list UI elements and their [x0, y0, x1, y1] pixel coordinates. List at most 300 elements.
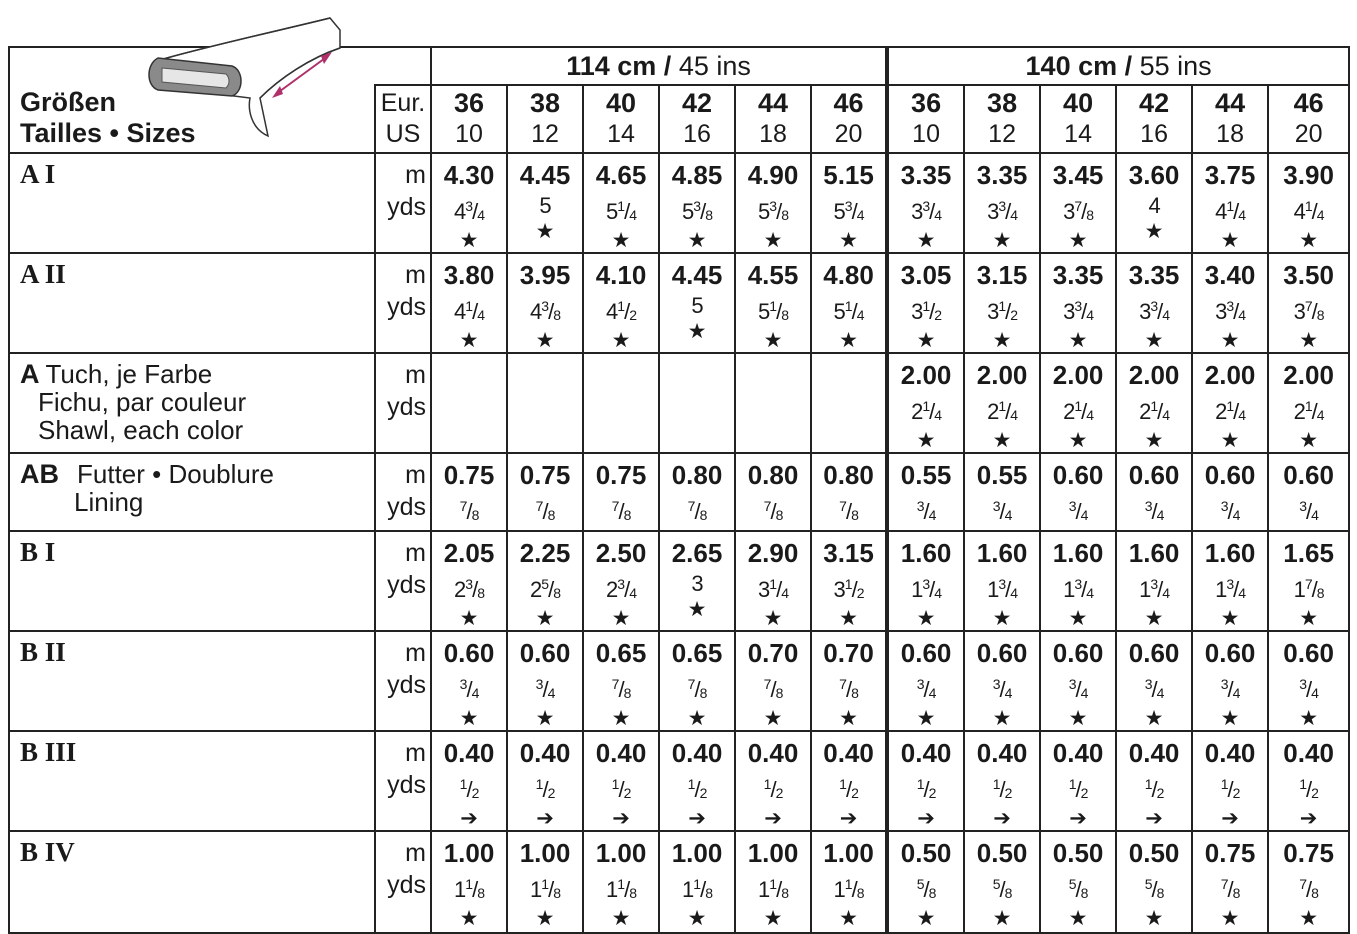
yards-value: $^3/_4$: [1144, 676, 1164, 702]
yards-value: $^1/_2$: [1068, 776, 1088, 802]
star-icon: ★: [1068, 907, 1088, 930]
star-icon: ★: [1220, 707, 1240, 730]
metres-value: 4.55: [747, 260, 799, 290]
star-icon: ★: [992, 907, 1012, 930]
row-label: [9, 353, 375, 453]
metres-value: 0.40: [976, 738, 1028, 768]
star-icon: ★: [992, 607, 1012, 630]
width-header-140: [887, 47, 1349, 85]
star-icon: ★: [839, 229, 858, 252]
star-icon: ★: [611, 329, 631, 352]
metres-value: 4.45: [519, 160, 571, 190]
value-cell: [1268, 353, 1349, 453]
star-icon: ★: [1299, 907, 1319, 930]
metres-value: 0.75: [443, 460, 495, 490]
value-cell: [735, 531, 811, 631]
metres-value: 1.65: [1283, 538, 1334, 568]
row-label: [9, 531, 375, 631]
yards-value: $^5/_8$: [1144, 876, 1164, 902]
metres-value: 0.50: [900, 838, 952, 868]
star-icon: ★: [611, 907, 631, 930]
table-row: [9, 253, 1349, 353]
right-arrow-icon: ➔: [764, 807, 782, 830]
size-standard-eur: Eur.: [380, 89, 426, 117]
metres-value: 3.15: [976, 260, 1028, 290]
star-icon: ★: [611, 607, 631, 630]
metres-value: 0.40: [900, 738, 952, 768]
value-cell: [659, 253, 735, 353]
size-header-cell: [964, 85, 1040, 153]
value-cell: [1268, 631, 1349, 731]
star-icon: ★: [1144, 607, 1164, 630]
unit-metres: m: [405, 361, 426, 389]
yards-value: $1^1/_8$: [454, 876, 484, 902]
metres-value: 0.60: [1052, 460, 1104, 490]
yards-value: $^7/_8$: [839, 676, 858, 702]
star-icon: ★: [1068, 429, 1088, 452]
star-icon: ★: [992, 707, 1012, 730]
view-code: B I: [20, 537, 56, 567]
value-cell: [431, 253, 507, 353]
yards-value: $^1/_2$: [1299, 776, 1318, 802]
size-header-cell: [811, 85, 887, 153]
yards-value: $4^1/_2$: [606, 298, 636, 324]
value-cell: [735, 353, 811, 453]
size-eu: 42: [681, 88, 713, 118]
value-cell: [887, 253, 964, 353]
right-arrow-icon: ➔: [460, 807, 478, 830]
metres-value: 0.60: [1128, 460, 1180, 490]
size-us: 14: [607, 120, 635, 148]
yards-value: $3^1/_2$: [833, 576, 864, 602]
size-eu: 36: [911, 88, 942, 118]
star-icon: ★: [992, 329, 1012, 352]
row-label: [9, 253, 375, 353]
yards-value: $^3/_4$: [916, 498, 936, 524]
star-icon: ★: [1220, 607, 1240, 630]
row-label-line: [20, 160, 374, 188]
row-description: Futter • Doublure: [77, 459, 274, 489]
star-icon: ★: [1068, 707, 1088, 730]
star-icon: ★: [687, 707, 707, 730]
unit-yards: yds: [387, 393, 426, 421]
unit-yards: yds: [387, 493, 426, 521]
star-icon: ★: [839, 707, 858, 730]
metres-value: 0.40: [1204, 738, 1256, 768]
size-us: 14: [1064, 120, 1092, 148]
star-icon: ★: [535, 220, 555, 243]
star-icon: ★: [1299, 707, 1319, 730]
star-icon: ★: [1068, 329, 1088, 352]
table-row: [9, 831, 1349, 933]
value-cell: [1116, 353, 1192, 453]
metres-value: 4.45: [671, 260, 723, 290]
metres-value: 4.65: [595, 160, 647, 190]
yards-value: $^7/_8$: [535, 498, 555, 524]
value-cell: [1268, 531, 1349, 631]
unit-labels: [375, 353, 431, 453]
size-us: 10: [455, 120, 483, 148]
metres-value: 0.40: [1052, 738, 1104, 768]
yards-value: $3^1/_2$: [987, 298, 1018, 324]
value-cell: [583, 353, 659, 453]
width-imperial: 55 ins: [1139, 50, 1212, 81]
value-cell: [583, 531, 659, 631]
value-cell: [1040, 531, 1116, 631]
value-cell: [811, 731, 887, 831]
value-cell: [1116, 253, 1192, 353]
metres-value: 0.60: [1283, 460, 1334, 490]
metres-value: 1.00: [823, 838, 874, 868]
size-us: 18: [759, 120, 787, 148]
yards-value: $^3/_4$: [535, 676, 555, 702]
star-icon: ★: [459, 229, 479, 252]
metres-value: 0.50: [1128, 838, 1180, 868]
star-icon: ★: [611, 707, 631, 730]
row-label: [9, 731, 375, 831]
value-cell: [887, 453, 964, 531]
yards-value: $2^3/_8$: [454, 576, 484, 602]
yards-value: $^3/_4$: [1299, 498, 1318, 524]
metres-value: 0.50: [1052, 838, 1104, 868]
yards-value: $3^3/_4$: [911, 198, 942, 224]
row-label: [9, 453, 375, 531]
value-cell: [659, 731, 735, 831]
size-header-cell: [431, 85, 507, 153]
size-header-cell: [583, 85, 659, 153]
metres-value: 4.30: [443, 160, 495, 190]
yards-value: 5: [691, 293, 703, 318]
yards-value: $4^1/_4$: [454, 298, 484, 324]
value-cell: [1192, 453, 1268, 531]
metres-value: 0.70: [823, 638, 874, 668]
table-row: [9, 631, 1349, 731]
width-imperial: 45 ins: [678, 50, 751, 81]
right-arrow-icon: ➔: [536, 807, 554, 830]
star-icon: ★: [839, 329, 858, 352]
value-cell: [507, 453, 583, 531]
value-cell: [659, 831, 735, 933]
row-label: [9, 631, 375, 731]
yards-value: $1^3/_4$: [1063, 576, 1094, 602]
size-eu: 40: [605, 88, 637, 118]
yards-value: $1^3/_4$: [1139, 576, 1170, 602]
right-arrow-icon: ➔: [1221, 807, 1239, 830]
star-icon: ★: [916, 607, 936, 630]
metres-value: 1.60: [1052, 538, 1104, 568]
yards-value: $^1/_2$: [611, 776, 631, 802]
metres-value: 1.60: [1128, 538, 1180, 568]
star-icon: ★: [839, 607, 858, 630]
yards-value: $^7/_8$: [1220, 876, 1240, 902]
value-cell: [811, 453, 887, 531]
value-cell: [1040, 731, 1116, 831]
value-cell: [735, 831, 811, 933]
value-cell: [735, 153, 811, 253]
star-icon: ★: [763, 907, 783, 930]
yards-value: $1^3/_4$: [987, 576, 1018, 602]
width-metric: 140 cm /: [1025, 50, 1133, 81]
metres-value: 4.90: [747, 160, 799, 190]
value-cell: [659, 631, 735, 731]
value-cell: [507, 153, 583, 253]
yards-value: $4^3/_8$: [530, 298, 560, 324]
metres-value: 2.00: [900, 360, 952, 390]
star-icon: ★: [763, 707, 783, 730]
value-cell: [507, 731, 583, 831]
right-arrow-icon: ➔: [688, 807, 706, 830]
unit-yards: yds: [387, 571, 426, 599]
yards-value: $2^1/_4$: [987, 398, 1018, 424]
unit-metres: m: [405, 261, 426, 289]
value-cell: [1040, 153, 1116, 253]
metres-value: 0.60: [976, 638, 1028, 668]
value-cell: [1192, 831, 1268, 933]
unit-labels: [375, 153, 431, 253]
unit-labels: [375, 253, 431, 353]
value-cell: [964, 453, 1040, 531]
value-cell: [811, 353, 887, 453]
star-icon: ★: [459, 707, 479, 730]
row-description: Tuch, je Farbe: [45, 359, 213, 389]
value-cell: [659, 153, 735, 253]
star-icon: ★: [916, 429, 936, 452]
yards-value: $^1/_2$: [763, 776, 783, 802]
value-cell: [1192, 531, 1268, 631]
metres-value: 1.00: [443, 838, 495, 868]
right-arrow-icon: ➔: [993, 807, 1011, 830]
metres-value: 2.65: [671, 538, 723, 568]
metres-value: 0.60: [1052, 638, 1104, 668]
yards-value: $2^1/_4$: [911, 398, 942, 424]
star-icon: ★: [763, 607, 783, 630]
unit-labels: [375, 453, 431, 531]
value-cell: [811, 531, 887, 631]
metres-value: 5.15: [823, 160, 874, 190]
width-header-114: [431, 47, 887, 85]
metres-value: 3.50: [1283, 260, 1334, 290]
star-icon: ★: [1144, 329, 1164, 352]
metres-value: 1.00: [671, 838, 723, 868]
yards-value: $3^3/_4$: [987, 198, 1018, 224]
star-icon: ★: [1299, 329, 1319, 352]
metres-value: 0.75: [1283, 838, 1334, 868]
metres-value: 0.75: [595, 460, 647, 490]
yards-value: $1^1/_8$: [833, 876, 864, 902]
metres-value: 4.85: [671, 160, 723, 190]
star-icon: ★: [916, 707, 936, 730]
metres-value: 2.25: [519, 538, 571, 568]
size-eu: 38: [529, 88, 561, 118]
yards-value: $3^1/_2$: [911, 298, 942, 324]
metres-value: 3.35: [900, 160, 952, 190]
view-code: A II: [20, 259, 66, 289]
metres-value: 1.00: [519, 838, 571, 868]
yards-value: $^3/_4$: [459, 676, 479, 702]
size-eu: 36: [453, 88, 485, 118]
unit-yards: yds: [387, 871, 426, 899]
yards-value: $5^1/_4$: [606, 198, 636, 224]
row-label-line: [20, 638, 374, 666]
size-header-cell: [507, 85, 583, 153]
right-arrow-icon: ➔: [1069, 807, 1087, 830]
yards-value: $^1/_2$: [1220, 776, 1240, 802]
value-cell: [659, 531, 735, 631]
star-icon: ★: [916, 329, 936, 352]
metres-value: 0.65: [671, 638, 723, 668]
size-eu: 46: [833, 88, 864, 118]
value-cell: [1040, 631, 1116, 731]
yards-value: $3^1/_4$: [758, 576, 788, 602]
star-icon: ★: [916, 907, 936, 930]
metres-value: 1.60: [1204, 538, 1256, 568]
yards-value: $5^1/_8$: [758, 298, 788, 324]
metres-value: 2.50: [595, 538, 647, 568]
metres-value: 0.40: [747, 738, 799, 768]
value-cell: [583, 731, 659, 831]
row-label-line: [20, 738, 374, 766]
metres-value: 0.40: [443, 738, 495, 768]
metres-value: 0.60: [1283, 638, 1334, 668]
size-us: 12: [988, 120, 1016, 148]
size-eu: 38: [987, 88, 1018, 118]
yards-value: $^3/_4$: [992, 676, 1012, 702]
yards-value: $5^3/_8$: [758, 198, 788, 224]
value-cell: [1192, 253, 1268, 353]
value-cell: [811, 831, 887, 933]
value-cell: [431, 731, 507, 831]
view-code: B III: [20, 737, 77, 767]
value-cell: [1116, 631, 1192, 731]
metres-value: 0.65: [595, 638, 647, 668]
size-eu: 42: [1139, 88, 1170, 118]
row-label-line: [20, 260, 374, 288]
view-code: B IV: [20, 837, 75, 867]
value-cell: [583, 453, 659, 531]
star-icon: ★: [1299, 429, 1319, 452]
value-cell: [431, 631, 507, 731]
size-standard-label: [375, 85, 431, 153]
size-eu: 44: [1215, 88, 1246, 118]
value-cell: [735, 631, 811, 731]
size-us: 16: [1140, 120, 1168, 148]
star-icon: ★: [992, 429, 1012, 452]
yards-value: 5: [539, 193, 551, 218]
value-cell: [1040, 253, 1116, 353]
yards-value: $^7/_8$: [1299, 876, 1318, 902]
value-cell: [1192, 153, 1268, 253]
value-cell: [964, 253, 1040, 353]
yards-value: $^1/_2$: [839, 776, 858, 802]
star-icon: ★: [687, 320, 707, 343]
size-header-cell: [1268, 85, 1349, 153]
unit-metres: m: [405, 739, 426, 767]
value-cell: [1192, 353, 1268, 453]
value-cell: [507, 531, 583, 631]
metres-value: 0.60: [900, 638, 952, 668]
star-icon: ★: [687, 598, 707, 621]
metres-value: 3.60: [1128, 160, 1180, 190]
star-icon: ★: [916, 229, 936, 252]
value-cell: [659, 453, 735, 531]
star-icon: ★: [1068, 607, 1088, 630]
yards-value: $^1/_2$: [687, 776, 707, 802]
row-label: [9, 831, 375, 933]
unit-labels: [375, 631, 431, 731]
value-cell: [735, 731, 811, 831]
value-cell: [507, 353, 583, 453]
metres-value: 2.00: [1283, 360, 1334, 390]
value-cell: [431, 153, 507, 253]
size-eu: 44: [757, 88, 789, 118]
unit-metres: m: [405, 161, 426, 189]
yards-value: $2^1/_4$: [1215, 398, 1246, 424]
yards-value: $2^1/_4$: [1293, 398, 1324, 424]
metres-value: 0.40: [595, 738, 647, 768]
metres-value: 0.70: [747, 638, 799, 668]
value-cell: [1268, 153, 1349, 253]
size-header-cell: [735, 85, 811, 153]
yards-value: $1^1/_8$: [758, 876, 788, 902]
star-icon: ★: [1220, 229, 1240, 252]
yards-value: $^7/_8$: [611, 498, 631, 524]
view-code: AB: [20, 459, 59, 489]
yards-value: $2^1/_4$: [1063, 398, 1094, 424]
value-cell: [887, 153, 964, 253]
unit-metres: m: [405, 461, 426, 489]
value-cell: [507, 831, 583, 933]
metres-value: 0.75: [519, 460, 571, 490]
yards-value: $3^3/_4$: [1063, 298, 1094, 324]
metres-value: 1.00: [747, 838, 799, 868]
yards-value: $^1/_2$: [1144, 776, 1164, 802]
unit-labels: [375, 731, 431, 831]
metres-value: 3.35: [1128, 260, 1180, 290]
value-cell: [964, 831, 1040, 933]
star-icon: ★: [1299, 229, 1319, 252]
fabric-requirement-table: [8, 46, 1348, 930]
value-cell: [1040, 453, 1116, 531]
yards-value: $3^3/_4$: [1215, 298, 1246, 324]
yards-value: $^7/_8$: [687, 676, 707, 702]
star-icon: ★: [763, 229, 783, 252]
fabric-bolt-icon: [140, 8, 350, 138]
value-cell: [964, 531, 1040, 631]
value-cell: [1116, 531, 1192, 631]
unit-yards: yds: [387, 293, 426, 321]
unit-labels: [375, 831, 431, 933]
yards-value: $3^3/_4$: [1139, 298, 1170, 324]
star-icon: ★: [687, 907, 707, 930]
row-description: Fichu, par couleur: [38, 387, 247, 417]
value-cell: [964, 631, 1040, 731]
value-cell: [1040, 353, 1116, 453]
star-icon: ★: [1144, 707, 1164, 730]
size-us: 10: [912, 120, 940, 148]
unit-metres: m: [405, 839, 426, 867]
value-cell: [1268, 731, 1349, 831]
value-cell: [887, 831, 964, 933]
metres-value: 3.90: [1283, 160, 1334, 190]
star-icon: ★: [1068, 229, 1088, 252]
star-icon: ★: [459, 329, 479, 352]
yards-value: $^1/_2$: [916, 776, 936, 802]
yards-value: $^3/_4$: [1220, 676, 1240, 702]
yards-value: $5^3/_8$: [682, 198, 712, 224]
size-us: 20: [1294, 120, 1323, 148]
row-label: [9, 153, 375, 253]
metres-value: 0.60: [1204, 638, 1256, 668]
